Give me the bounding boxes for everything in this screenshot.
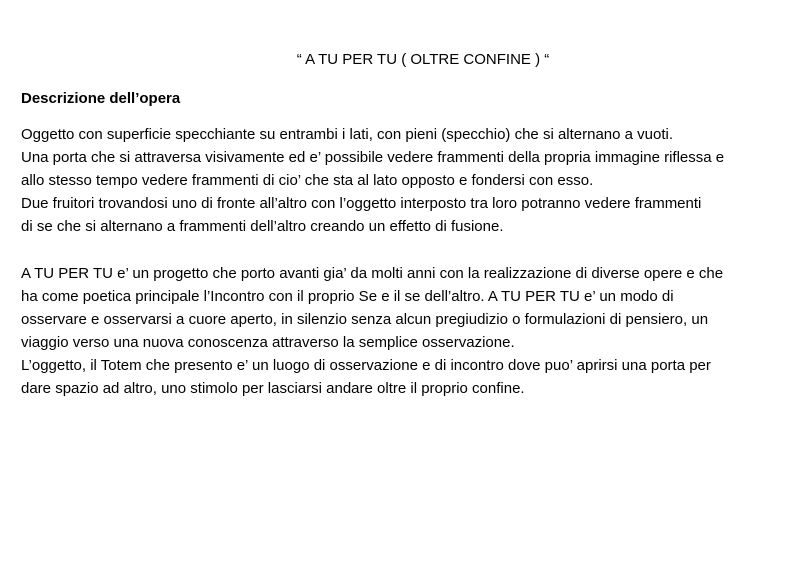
text-line: di se che si alternano a frammenti dell’altro creando un effetto di fusione. (21, 218, 504, 235)
text-line: viaggio verso una nuova conoscenza attraverso la semplice osservazione. (21, 334, 515, 351)
text-line: A TU PER TU e’ un progetto che porto avanti gia’ da molti anni con la realizzazione di diverse opere e che (21, 265, 724, 282)
text-line: allo stesso tempo vedere frammenti di cio’ che sta al lato opposto e fondersi con esso. (21, 172, 594, 189)
text-line: Una porta che si attraversa visivamente ed e’ possibile vedere frammenti della propria immagine riflessa e (21, 149, 725, 166)
section-heading: Descrizione dell’opera (21, 90, 181, 107)
text-line: ha come poetica principale l’Incontro con il proprio Se e il se dell’altro. A TU PER TU e’ un modo di (21, 288, 674, 305)
text-line: dare spazio ad altro, uno stimolo per lasciarsi andare oltre il proprio confine. (21, 380, 525, 397)
document-title: “ A TU PER TU ( OLTRE CONFINE ) “ (296, 51, 550, 68)
text-line: osservare e osservarsi a cuore aperto, in silenzio senza alcun pregiudizio o formulazioni di pensiero, un (21, 311, 709, 328)
paragraph-project (21, 262, 791, 400)
text-line: L’oggetto, il Totem che presento e’ un luogo di osservazione e di incontro dove puo’ aprirsi una porta per (21, 357, 711, 374)
text-line: Oggetto con superficie specchiante su entrambi i lati, con pieni (specchio) che si alternano a vuoti. (21, 126, 674, 143)
text-line: Due fruitori trovandosi uno di fronte all’altro con l’oggetto interposto tra loro potranno vedere frammenti (21, 195, 702, 212)
paragraph-description (21, 123, 791, 238)
